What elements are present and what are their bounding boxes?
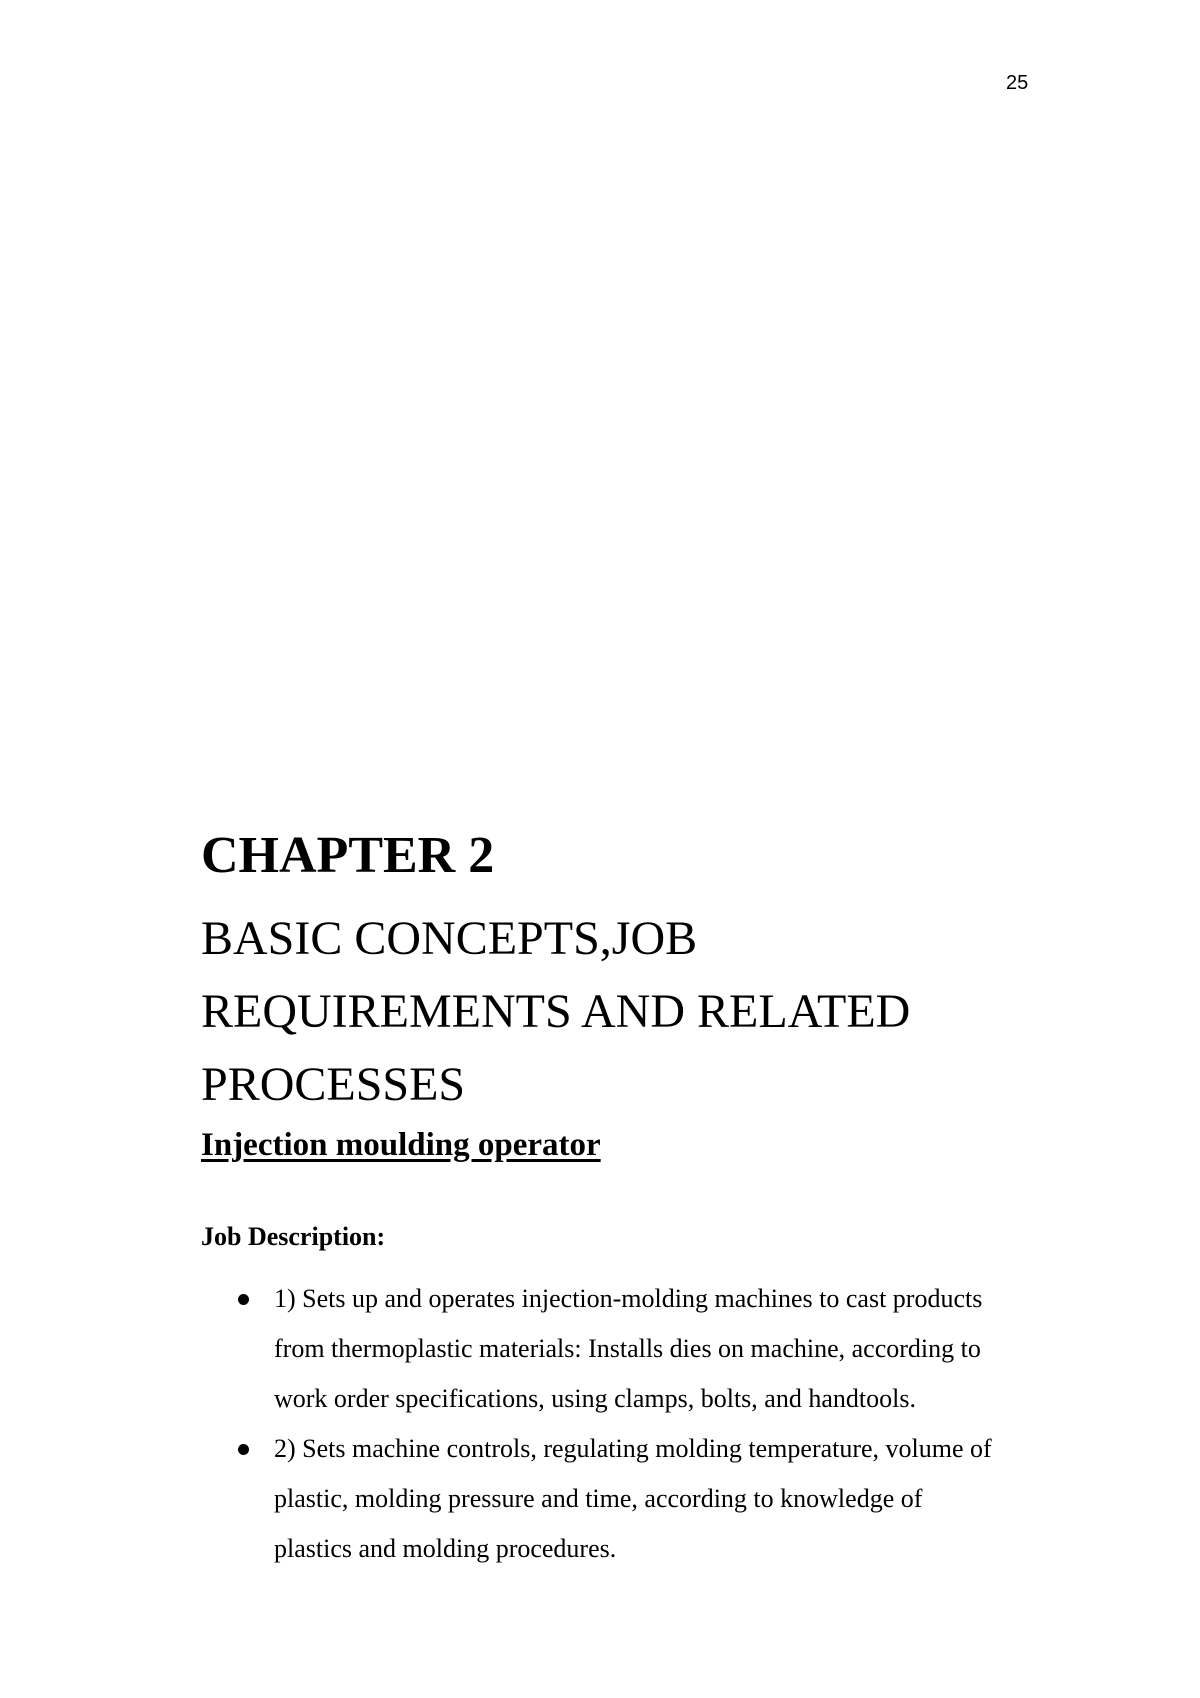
chapter-title-line: REQUIREMENTS AND RELATED <box>201 985 911 1038</box>
list-item-line: 2) Sets machine controls, regulating molding temperature, volume of <box>274 1434 992 1463</box>
bullet-icon <box>238 1294 249 1305</box>
chapter-title-line: BASIC CONCEPTS,JOB <box>201 912 698 965</box>
chapter-title-line: PROCESSES <box>201 1058 466 1111</box>
chapter-title <box>201 902 1101 1121</box>
list-item-line: plastic, molding pressure and time, according to knowledge of <box>274 1484 923 1513</box>
list-item-line: from thermoplastic materials: Installs dies on machine, according to <box>274 1334 981 1363</box>
job-description-heading: Job Description: <box>201 1222 386 1251</box>
list-item-line: work order specifications, using clamps, bolts, and handtools. <box>274 1384 916 1413</box>
list-item <box>238 1424 1098 1574</box>
page-number: 25 <box>1006 72 1029 94</box>
list-item-line: plastics and molding procedures. <box>274 1534 617 1563</box>
list-item <box>238 1274 1098 1424</box>
section-heading: Injection moulding operator <box>201 1127 601 1163</box>
list-item-line: 1) Sets up and operates injection-molding machines to cast products <box>274 1284 983 1313</box>
chapter-label: CHAPTER 2 <box>201 827 495 884</box>
job-description-list <box>238 1274 1098 1574</box>
bullet-icon <box>238 1444 249 1455</box>
